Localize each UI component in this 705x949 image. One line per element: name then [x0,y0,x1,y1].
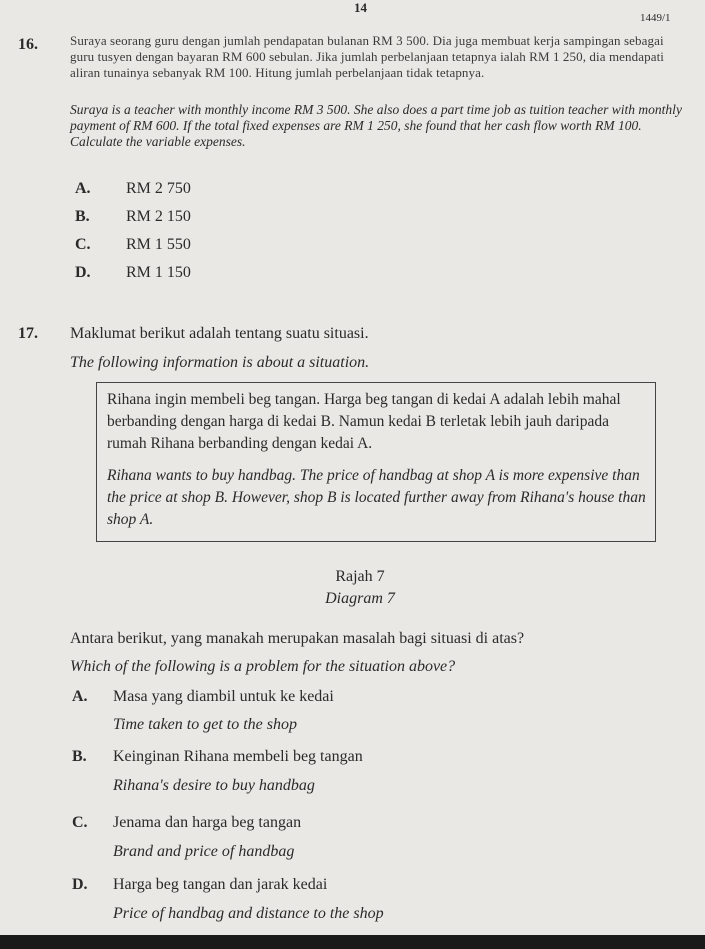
q17-number: 17. [18,325,38,342]
q16-english-text: Suraya is a teacher with monthly income RM 3 500. She also does a part time job as tuition teacher with monthly payment of RM 600. If the total fixed expenses are RM 1 250, she found that her cash flow worth RM 100. Calculate the variable expenses. [70,102,682,149]
q16-number: 16. [18,36,38,53]
page-number: 14 [354,0,367,15]
q17-question-malay: Antara berikut, yang manakah merupakan masalah bagi situasi di atas? [70,630,525,647]
q17-option-c-malay: Jenama dan harga beg tangan [113,814,302,831]
page-bottom-edge [0,935,705,949]
q17-option-d-malay: Harga beg tangan dan jarak kedai [113,876,328,893]
q17-malay-intro: Maklumat berikut adalah tentang suatu situasi. [70,325,369,342]
situation-malay-text: Rihana ingin membeli beg tangan. Harga beg tangan di kedai A adalah lebih mahal berbanding dengan harga di kedai B. Namun kedai B terletak lebih jauh daripada rumah Rihana berbanding dengan kedai A. [107,391,621,452]
q17-option-a-label: A. [72,688,88,705]
q17-option-a-malay: Masa yang diambil untuk ke kedai [113,688,334,705]
diagram-label-malay: Rajah 7 [335,568,385,585]
q16-option-d-text: RM 1 150 [126,264,191,281]
q16-option-c-text: RM 1 550 [126,236,191,253]
q17-option-b-malay: Keinginan Rihana membeli beg tangan [113,748,363,765]
q16-option-b-text: RM 2 150 [126,208,191,225]
diagram-label-english: Diagram 7 [325,590,395,607]
situation-english-text: Rihana wants to buy handbag. The price of handbag at shop A is more expensive than the price at shop B. However, shop B is located further away from Rihana's house than shop A. [107,467,646,528]
q17-option-c-english: Brand and price of handbag [113,843,295,860]
q16-option-c-label: C. [75,236,91,253]
q17-option-d-english: Price of handbag and distance to the shop [113,905,384,922]
q16-malay-text: Suraya seorang guru dengan jumlah pendapatan bulanan RM 3 500. Dia juga membuat kerja sampingan sebagai guru tusyen dengan bayaran RM 600 sebulan. Jika jumlah perbelanjaan tetapnya ialah RM 1 250, dia mendapati aliran tunainya sebanyak RM 100. Hitung jumlah perbelanjaan tidak tetapnya. [70,33,664,80]
q16-option-a-text: RM 2 750 [126,180,191,197]
q17-option-d-label: D. [72,876,88,893]
q16-option-a-label: A. [75,180,91,197]
q16-option-d-label: D. [75,264,91,281]
q17-english-intro: The following information is about a situation. [70,354,370,371]
q17-option-b-english: Rihana's desire to buy handbag [113,777,315,794]
q17-question-english: Which of the following is a problem for the situation above? [70,658,456,675]
paper-code: 1449/1 [640,12,671,24]
q17-option-c-label: C. [72,814,88,831]
q17-option-a-english: Time taken to get to the shop [113,716,297,733]
situation-box [96,382,656,542]
q16-option-b-label: B. [75,208,90,225]
q17-option-b-label: B. [72,748,87,765]
